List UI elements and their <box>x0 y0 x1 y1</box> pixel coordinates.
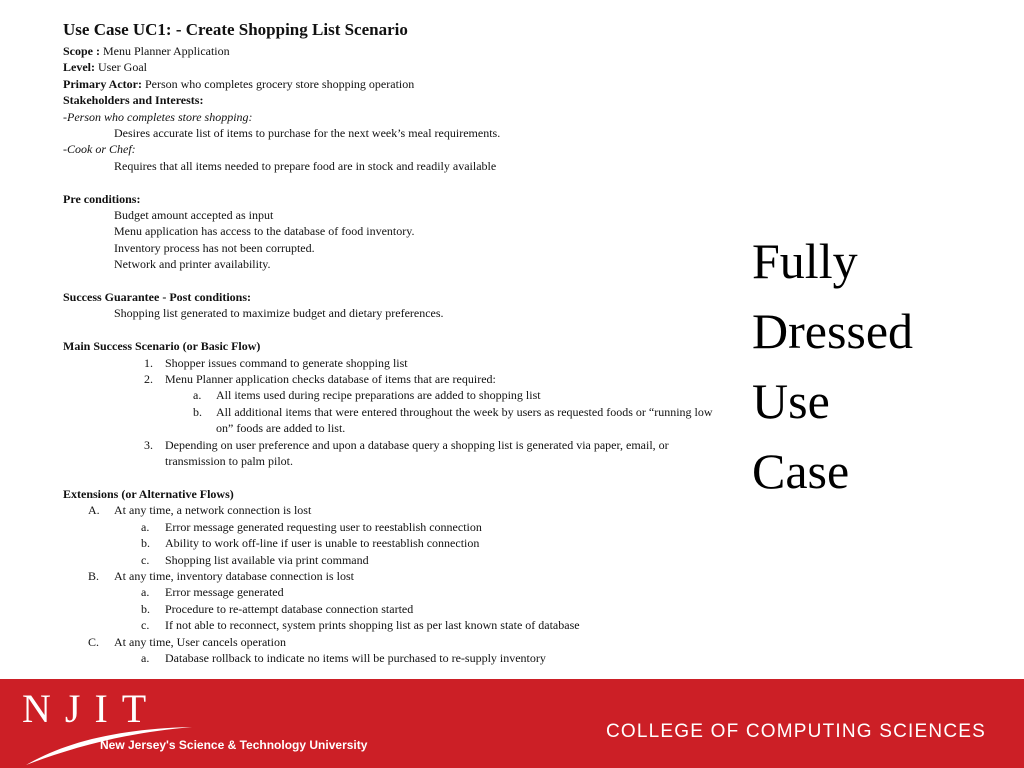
pre-condition-item: Inventory process has not been corrupted. <box>114 240 315 255</box>
scope-line <box>63 43 723 59</box>
extension-subitem: c. If not able to reconnect, system prints shopping list as per last known state of database <box>141 618 580 633</box>
njit-logo: NJIT <box>22 686 161 731</box>
pre-condition-item: Menu application has access to the database of food inventory. <box>114 224 415 239</box>
post-condition-text: Shopping list generated to maximize budget and dietary preferences. <box>114 306 444 321</box>
extension-item: B. At any time, inventory database connection is lost <box>88 568 354 583</box>
extension-subitem: b. Procedure to re-attempt database connection started <box>141 601 414 616</box>
slide-title-line: Use <box>752 373 830 429</box>
stakeholder-2-name: -Cook or Chef: <box>63 142 136 157</box>
extension-item: C. At any time, User cancels operation <box>88 634 286 649</box>
post-conditions-heading: Success Guarantee - Post conditions: <box>63 290 251 305</box>
slide-title <box>752 226 1012 506</box>
pre-condition-item: Budget amount accepted as input <box>114 208 274 223</box>
document-title: Use Case UC1: - Create Shopping List Scenario <box>63 20 408 39</box>
level-label: Level: <box>63 60 95 75</box>
main-substep: b. All additional items that were entered throughout the week by users as requested foods or “running low on” foods are added to list. <box>193 404 713 436</box>
stakeholder-1-name: -Person who completes store shopping: <box>63 109 253 124</box>
actor-line <box>63 76 723 92</box>
level-value: User Goal <box>95 60 147 75</box>
footer-banner <box>0 679 1024 768</box>
extension-subitem: a. Database rollback to indicate no items will be purchased to re-supply inventory <box>141 650 546 665</box>
stakeholders-heading: Stakeholders and Interests: <box>63 93 204 108</box>
pre-condition-item: Network and printer availability. <box>114 257 271 272</box>
college-name: COLLEGE OF COMPUTING SCIENCES <box>605 721 986 742</box>
spacer <box>63 470 723 486</box>
spacer <box>63 174 723 190</box>
extensions-heading: Extensions (or Alternative Flows) <box>63 486 234 501</box>
main-step: 1. Shopper issues command to generate shopping list <box>144 355 408 370</box>
slide-title-line: Dressed <box>752 303 914 359</box>
extension-item: A. At any time, a network connection is lost <box>88 503 312 518</box>
extension-subitem: a. Error message generated <box>141 585 284 600</box>
actor-label: Primary Actor: <box>63 76 142 91</box>
pre-conditions-heading: Pre conditions: <box>63 191 141 206</box>
main-step: 2. Menu Planner application checks database of items that are required: <box>144 372 496 387</box>
main-scenario-heading: Main Success Scenario (or Basic Flow) <box>63 339 261 354</box>
extension-subitem: c. Shopping list available via print command <box>141 552 369 567</box>
level-line <box>63 59 723 75</box>
use-case-document <box>63 19 723 666</box>
spacer <box>63 273 723 289</box>
stakeholder-1-desc: Desires accurate list of items to purchase for the next week’s meal requirements. <box>114 126 501 141</box>
main-step: 3. Depending on user preference and upon a database query a shopping list is generated via paper, email, or transmission to palm pilot. <box>144 437 669 469</box>
spacer <box>63 322 723 338</box>
extension-subitem: b. Ability to work off-line if user is unable to reestablish connection <box>141 536 480 551</box>
scope-label: Scope : <box>63 44 100 58</box>
extension-subitem: a. Error message generated requesting user to reestablish connection <box>141 519 482 534</box>
scope-value: Menu Planner Application <box>100 44 230 58</box>
slide-title-line: Case <box>752 443 850 499</box>
main-substep: a. All items used during recipe preparations are added to shopping list <box>193 388 541 403</box>
actor-value: Person who completes grocery store shopping operation <box>141 76 415 91</box>
stakeholder-2-desc: Requires that all items needed to prepare food are in stock and readily available <box>114 158 497 173</box>
university-tagline: New Jersey's Science & Technology University <box>100 738 368 752</box>
slide-title-line: Fully <box>752 233 858 289</box>
